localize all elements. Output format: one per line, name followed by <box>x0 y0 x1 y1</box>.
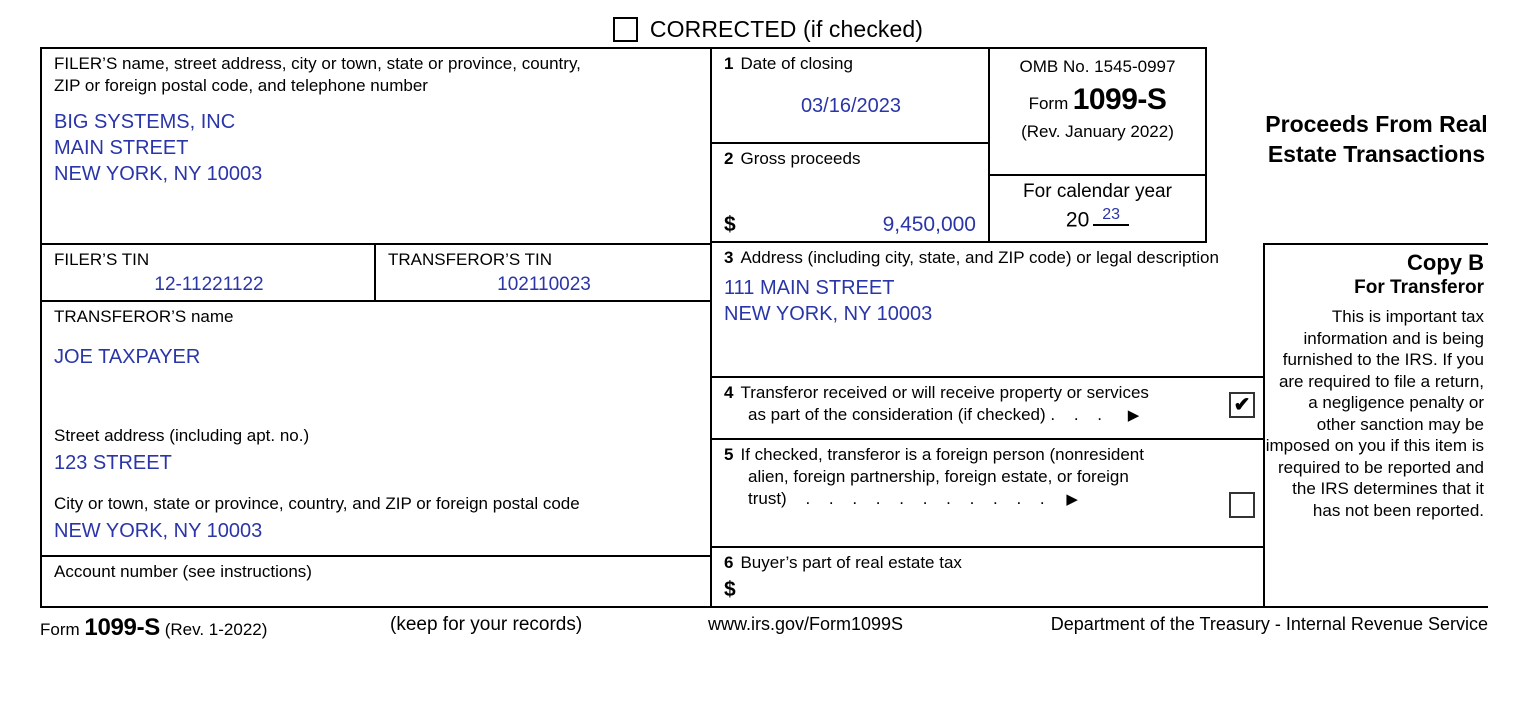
box3-label-row <box>724 247 1253 269</box>
form-word: Form <box>1028 94 1069 113</box>
box3-number: 3 <box>724 248 734 267</box>
footer-form-number: 1099-S <box>84 614 160 641</box>
form-footer <box>40 612 1488 644</box>
corrected-checkbox[interactable] <box>613 17 638 42</box>
box4-arrow-icon: ▶ <box>1127 407 1140 424</box>
account-number-block <box>42 557 710 606</box>
corrected-label: CORRECTED (if checked) <box>649 15 924 42</box>
filer-city-state-zip[interactable]: NEW YORK, NY 10003 <box>54 163 263 185</box>
box6-buyers-part-real-estate-tax <box>712 548 1265 608</box>
box3-line2[interactable]: NEW YORK, NY 10003 <box>724 303 933 325</box>
filer-block <box>42 49 710 245</box>
filer-label-line2: ZIP or foreign postal code, and telephone number <box>54 76 428 95</box>
transferor-name-label: TRANSFEROR’S name <box>54 307 234 326</box>
calendar-year-block <box>990 176 1207 243</box>
transferor-city-label: City or town, state or province, country, and ZIP or foreign postal code <box>54 494 580 513</box>
box1-number: 1 <box>724 54 734 73</box>
footer-department: Department of the Treasury - Internal Revenue Service <box>1050 614 1488 634</box>
filer-tin-label: FILER’S TIN <box>54 250 150 269</box>
box2-gross-proceeds <box>712 144 990 243</box>
calendar-year-value[interactable]: 23 <box>1093 206 1129 226</box>
form-title-line1: Proceeds From Real <box>1265 111 1488 137</box>
transferor-street-block <box>42 421 710 489</box>
box5-line3: trust) <box>748 489 787 508</box>
box5-text <box>724 444 1221 511</box>
left-column <box>40 47 712 608</box>
box6-number: 6 <box>724 553 734 572</box>
form-identity-row <box>996 83 1199 117</box>
footer-form-revision: (Rev. 1-2022) <box>164 620 268 639</box>
filer-street[interactable]: MAIN STREET <box>54 137 189 159</box>
transferor-tin-label: TRANSFEROR’S TIN <box>388 250 553 269</box>
box5-line1: If checked, transferor is a foreign person (nonresident <box>740 445 1144 464</box>
form-body <box>40 47 1488 608</box>
footer-form-identity <box>40 614 267 642</box>
box5-arrow-icon: ▶ <box>1066 491 1078 508</box>
box2-currency-symbol: $ <box>724 213 736 236</box>
box6-currency-symbol: $ <box>724 578 736 601</box>
form-title-line2: Estate Transactions <box>1267 141 1486 167</box>
calendar-year-row <box>996 206 1199 233</box>
transferor-name-block <box>42 302 710 421</box>
form-title <box>1265 109 1488 169</box>
form-number: 1099-S <box>1072 83 1167 116</box>
box5-line3-row <box>724 488 1221 511</box>
box2-money-row <box>724 213 976 237</box>
box4-label-row <box>724 382 1221 404</box>
copy-label: Copy B <box>1407 250 1484 275</box>
transferor-tin-block <box>376 245 710 302</box>
copy-body-text: This is important tax information and is being furnished to the IRS. If you are required to file a return, a negligence penalty or other sanction may be imposed on you if this item is required to be reported and the IRS determines that it has not been reported. <box>1265 307 1484 520</box>
box6-money-row <box>724 578 1251 602</box>
footer-keep-note: (keep for your records) <box>390 614 583 635</box>
box4-check-icon: ✔ <box>1233 394 1251 416</box>
omb-block <box>990 47 1207 176</box>
filer-name[interactable]: BIG SYSTEMS, INC <box>54 111 236 133</box>
box5-label-row <box>724 444 1221 466</box>
transferor-name-value[interactable]: JOE TAXPAYER <box>54 346 201 368</box>
middle-column <box>712 47 1265 608</box>
box4-dots: . . . <box>1050 405 1110 424</box>
box5-line2: alien, foreign partnership, foreign estate, or foreign <box>748 467 1129 486</box>
box2-value[interactable]: 9,450,000 <box>882 213 976 236</box>
right-column <box>1265 47 1488 608</box>
filer-tin-value[interactable]: 12-11221122 <box>154 274 264 295</box>
calendar-year-prefix: 20 <box>1065 208 1090 232</box>
form-revision: (Rev. January 2022) <box>1021 122 1174 141</box>
box4-line1: Transferor received or will receive property or services <box>740 383 1149 402</box>
filer-label-line1: FILER’S name, street address, city or town, state or province, country, <box>54 54 581 73</box>
transferor-tin-value[interactable]: 102110023 <box>497 274 591 295</box>
box2-number: 2 <box>724 149 734 168</box>
account-number-label: Account number (see instructions) <box>54 562 312 581</box>
box5-foreign-person <box>712 440 1265 548</box>
box5-row <box>724 444 1255 518</box>
box2-label-row <box>724 148 978 170</box>
box5-checkbox[interactable] <box>1229 492 1255 518</box>
box3-address <box>712 243 1265 378</box>
box4-text <box>724 382 1221 427</box>
box1-date-of-closing <box>712 47 990 144</box>
box1-label-row <box>724 53 978 75</box>
box3-line1[interactable]: 111 MAIN STREET <box>724 277 895 299</box>
box3-label: Address (including city, state, and ZIP code) or legal description <box>740 248 1219 267</box>
transferor-city-value[interactable]: NEW YORK, NY 10003 <box>54 520 263 542</box>
box4-number: 4 <box>724 383 734 402</box>
filer-tin-block <box>42 245 376 302</box>
copy-for-label: For Transferor <box>1354 277 1484 298</box>
corrected-row <box>0 12 1536 46</box>
box4-line2-row <box>724 404 1221 427</box>
transferor-street-value[interactable]: 123 STREET <box>54 452 172 474</box>
box4-property-or-services <box>712 378 1265 440</box>
box4-line2: as part of the consideration (if checked) <box>748 405 1046 424</box>
box1-value[interactable]: 03/16/2023 <box>800 95 902 117</box>
box1-label: Date of closing <box>740 54 853 73</box>
box5-number: 5 <box>724 445 734 464</box>
box5-dots: . . . . . . . . . . . <box>805 489 1052 508</box>
box2-label: Gross proceeds <box>740 149 861 168</box>
footer-url[interactable]: www.irs.gov/Form1099S <box>708 614 904 634</box>
box6-label-row <box>724 552 1253 574</box>
box4-row <box>724 382 1255 427</box>
transferor-street-label: Street address (including apt. no.) <box>54 426 310 445</box>
calendar-year-label: For calendar year <box>1023 181 1172 202</box>
omb-number: OMB No. 1545-0997 <box>1019 57 1176 76</box>
footer-form-word: Form <box>40 620 80 639</box>
box4-checkbox[interactable] <box>1229 392 1255 418</box>
transferor-city-block <box>42 489 710 557</box>
box6-label: Buyer’s part of real estate tax <box>740 553 962 572</box>
copy-b-block <box>1265 243 1488 608</box>
